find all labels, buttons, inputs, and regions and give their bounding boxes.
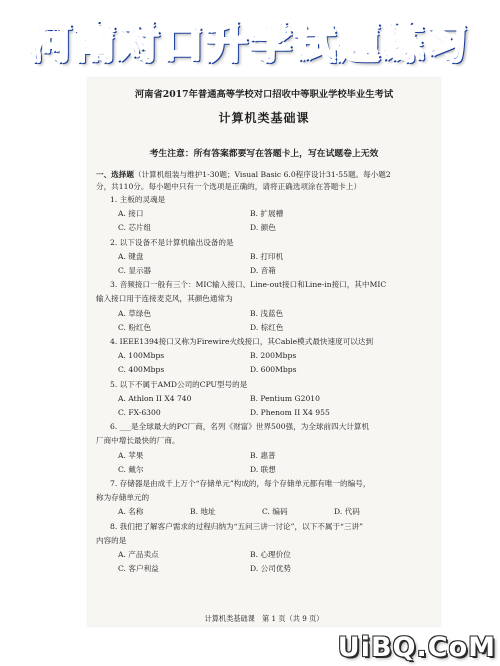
question-stem: 内容的是 bbox=[96, 535, 127, 545]
site-watermark: UiBQ.CoM bbox=[337, 632, 496, 663]
answer-option: B. 200Mbps bbox=[250, 351, 297, 361]
answer-option: A. 100Mbps bbox=[118, 351, 165, 361]
answer-option: B. 地址 bbox=[190, 507, 216, 517]
title-banner bbox=[0, 0, 500, 78]
page-footer: 计算机类基础课 第 1 页（共 9 页） bbox=[204, 614, 324, 623]
answer-option: D. 颜色 bbox=[250, 223, 276, 233]
question-stem: 5. 以下不属于AMD公司的CPU型号的是 bbox=[110, 379, 248, 389]
exam-notice: 考生注意：所有答案都要写在答题卡上，写在试题卷上无效 bbox=[149, 149, 379, 159]
question-stem: 2. 以下设备不是计算机输出设备的是 bbox=[110, 237, 234, 247]
answer-option: C. 显示器 bbox=[118, 266, 152, 275]
answer-option: A. 草绿色 bbox=[118, 308, 152, 318]
section-head: 一、选择题 bbox=[96, 170, 134, 179]
answer-option: D. 联想 bbox=[250, 464, 276, 474]
answer-option: C. 粉红色 bbox=[118, 322, 152, 332]
answer-option: C. 编码 bbox=[262, 507, 288, 517]
answer-option: B. 打印机 bbox=[250, 251, 284, 261]
question-stem: 厂商中增长最快的厂商。 bbox=[96, 436, 180, 446]
answer-option: B. 浅蓝色 bbox=[250, 308, 284, 318]
exam-title: 河南省2017年普通高等学校对口招收中等职业学校毕业生考试 bbox=[134, 89, 394, 100]
answer-option: D. 600Mbps bbox=[250, 365, 297, 375]
question-stem: 3. 音频接口一般有三个：MIC输入接口、Line-out接口和Line-in接口，其中MIC bbox=[110, 280, 387, 290]
answer-option: A. Athlon II X4 740 bbox=[118, 393, 192, 403]
answer-option: D. 音箱 bbox=[250, 266, 276, 275]
answer-option: A. 接口 bbox=[118, 209, 144, 219]
section-intro-1: （计算机组装与维护1-30题；Visual Basic 6.0程序设计31-55题。每小题2 bbox=[133, 170, 391, 179]
answer-option: D. 棕红色 bbox=[250, 322, 284, 332]
answer-option: B. 扩展槽 bbox=[250, 209, 284, 219]
answer-option: D. 代码 bbox=[334, 507, 360, 517]
answer-option: D. Phenom II X4 955 bbox=[250, 408, 330, 417]
section-intro-2: 分，共110分。每小题中只有一个选项是正确的，请将正确选项涂在答题卡上） bbox=[96, 182, 362, 191]
answer-option: A. 键盘 bbox=[118, 251, 144, 261]
banner-title: 河南对口升学试题练习 bbox=[30, 18, 470, 67]
answer-option: A. 产品卖点 bbox=[118, 550, 159, 559]
question-stem: 8. 我们把了解客户需求的过程归纳为“五问三讲一讨论”，以下不属于“三讲” bbox=[110, 521, 363, 531]
question-stem: 6. ___是全球最大的PC厂商，名列《财富》世界500强，为全球前四大计算机 bbox=[110, 422, 370, 432]
question-stem: 输入接口用于连接麦克风，其颜色通常为 bbox=[96, 294, 233, 304]
exam-paper bbox=[88, 78, 440, 626]
answer-option: C. 芯片组 bbox=[118, 223, 152, 233]
answer-option: B. 心理价位 bbox=[250, 550, 291, 559]
answer-option: B. 惠普 bbox=[250, 450, 276, 460]
answer-option: C. FX-6300 bbox=[118, 408, 161, 417]
answer-option: C. 400Mbps bbox=[118, 365, 165, 375]
answer-option: B. Pentium G2010 bbox=[250, 393, 320, 403]
question-stem: 称为存储单元的 bbox=[96, 493, 150, 503]
answer-option: C. 戴尔 bbox=[118, 464, 144, 474]
exam-subject: 计算机类基础课 bbox=[218, 111, 310, 125]
answer-option: A. 苹果 bbox=[118, 450, 144, 460]
question-stem: 1. 主板的灵魂是 bbox=[110, 195, 166, 204]
section-intro-line-1 bbox=[96, 170, 391, 180]
question-stem: 7. 存储器是由成千上万个“存储单元”构成的，每个存储单元都有唯一的编号， bbox=[110, 479, 371, 488]
answer-option: C. 客户利益 bbox=[118, 564, 159, 574]
answer-option: D. 公司优势 bbox=[250, 564, 292, 574]
question-stem: 4. IEEE1394接口又称为Firewire火线接口，其Cable模式最快速度可以达到 bbox=[110, 337, 374, 346]
answer-option: A. 名称 bbox=[118, 507, 144, 517]
